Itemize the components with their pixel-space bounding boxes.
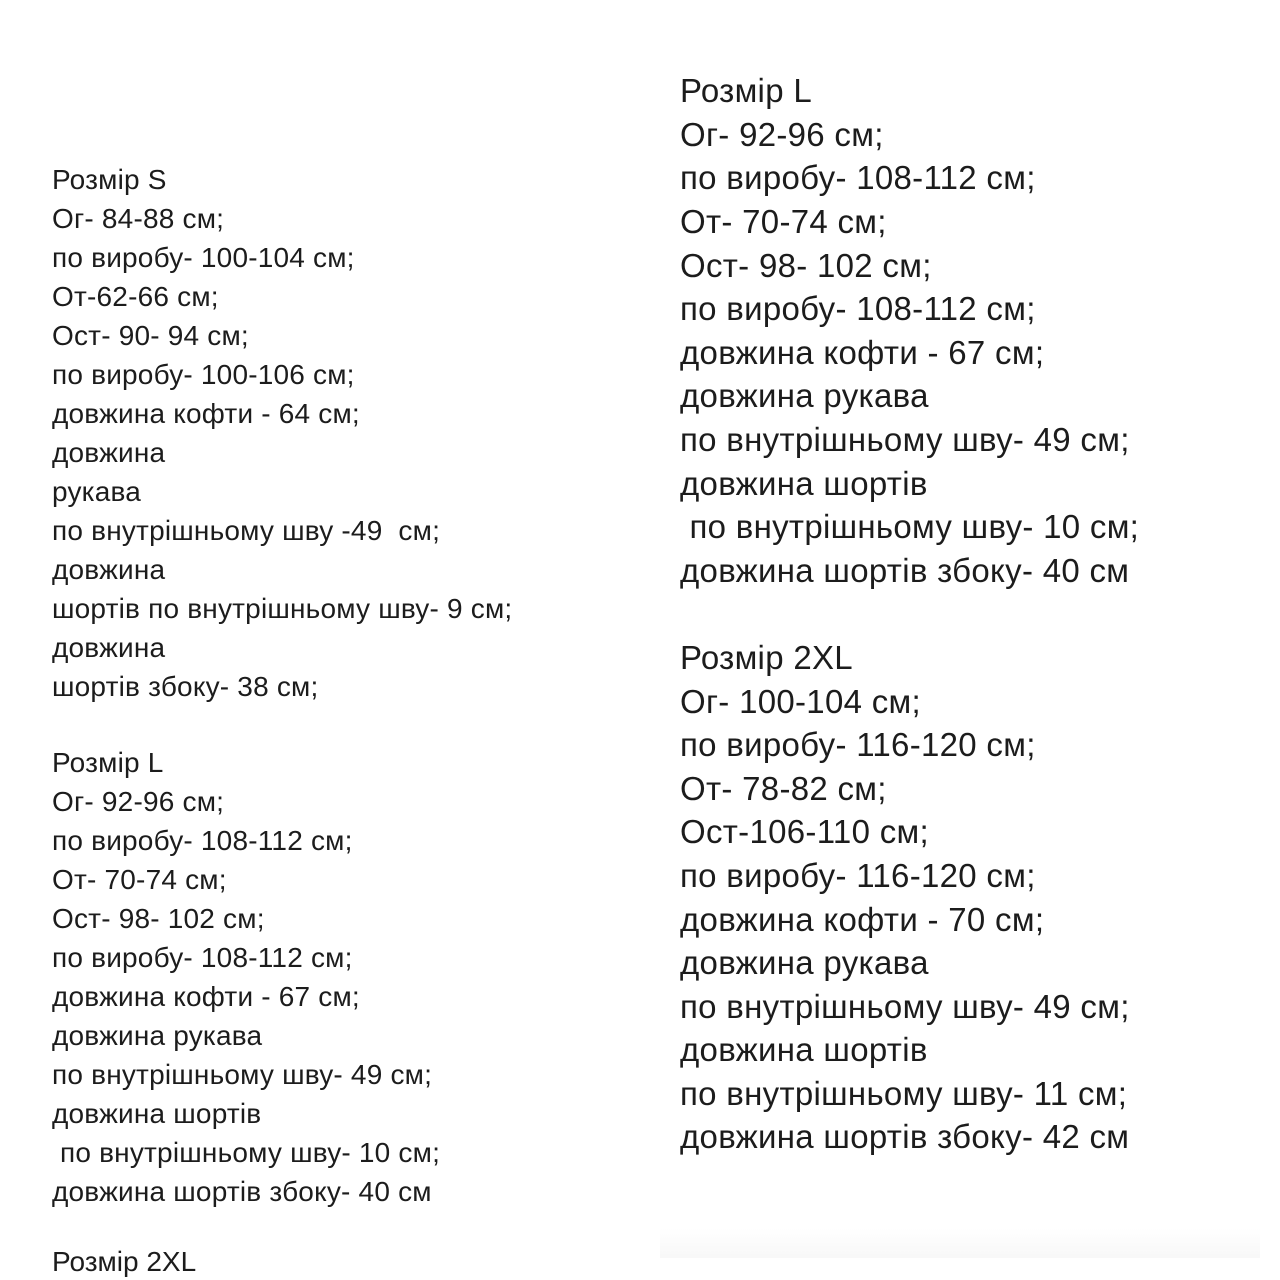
- size-line: Ост- 90- 94 см;: [52, 320, 249, 351]
- cut-off-title-text: Розмір 2XL: [52, 1246, 197, 1277]
- size-line: довжина шортів: [680, 1031, 928, 1068]
- size-line: Ост-106-110 см;: [680, 813, 929, 850]
- left-column: [52, 0, 513, 1207]
- size-line: по виробу- 108-112 см;: [52, 942, 353, 973]
- size-line: От- 78-82 см;: [680, 770, 887, 807]
- size-line: по внутрішньому шву -49 см;: [52, 515, 441, 546]
- size-line: довжина кофти - 64 см;: [52, 398, 360, 429]
- size-line: шортів збоку- 38 см;: [52, 671, 319, 702]
- section-title-l: Розмір L: [680, 72, 812, 109]
- size-line: по внутрішньому шву- 11 см;: [680, 1075, 1128, 1112]
- size-line: по внутрішньому шву- 49 см;: [680, 988, 1130, 1025]
- size-line: довжина шортів збоку- 40 см: [52, 1176, 432, 1207]
- size-line: по внутрішньому шву- 49 см;: [680, 421, 1130, 458]
- size-line: Ог- 100-104 см;: [680, 683, 921, 720]
- size-line: довжина рукава: [52, 1020, 263, 1051]
- size-line: Ост- 98- 102 см;: [52, 903, 265, 934]
- size-line: От-62-66 см;: [52, 281, 219, 312]
- section-title-2xl: Розмір 2XL: [680, 639, 853, 676]
- size-line: Ог- 92-96 см;: [52, 786, 225, 817]
- size-line: шортів по внутрішньому шву- 9 см;: [52, 593, 513, 624]
- size-line: довжина рукава: [680, 377, 929, 414]
- size-line: по внутрішньому шву- 10 см;: [680, 508, 1140, 545]
- size-line: довжина шортів збоку- 42 см: [680, 1118, 1130, 1155]
- size-line: по виробу- 108-112 см;: [52, 825, 353, 856]
- size-line: Ог- 92-96 см;: [680, 116, 884, 153]
- right-column: [680, 0, 1140, 1155]
- size-line: довжина: [52, 554, 166, 585]
- size-line: довжина: [52, 632, 166, 663]
- size-line: по виробу- 116-120 см;: [680, 726, 1036, 763]
- size-line: довжина шортів збоку- 40 см: [680, 552, 1130, 589]
- size-line: довжина рукава: [680, 944, 929, 981]
- bottom-fade-overlay: [660, 1228, 1260, 1258]
- size-line: довжина шортів: [52, 1098, 262, 1129]
- section-title-s: Розмір S: [52, 164, 167, 195]
- size-line: довжина кофти - 67 см;: [52, 981, 360, 1012]
- size-line: довжина кофти - 67 см;: [680, 334, 1045, 371]
- size-line: рукава: [52, 476, 142, 507]
- section-title-l: Розмір L: [52, 747, 164, 778]
- size-line: довжина: [52, 437, 166, 468]
- size-line: От- 70-74 см;: [52, 864, 227, 895]
- size-line: по внутрішньому шву- 10 см;: [52, 1137, 441, 1168]
- size-line: Ост- 98- 102 см;: [680, 247, 932, 284]
- size-line: по внутрішньому шву- 49 см;: [52, 1059, 433, 1090]
- size-line: довжина шортів: [680, 465, 928, 502]
- size-line: по виробу- 100-104 см;: [52, 242, 355, 273]
- size-line: От- 70-74 см;: [680, 203, 887, 240]
- size-line: довжина кофти - 70 см;: [680, 901, 1045, 938]
- cut-off-section-title: [52, 1246, 197, 1277]
- size-line: по виробу- 108-112 см;: [680, 290, 1036, 327]
- size-line: по виробу- 100-106 см;: [52, 359, 355, 390]
- size-line: Ог- 84-88 см;: [52, 203, 225, 234]
- size-line: по виробу- 116-120 см;: [680, 857, 1036, 894]
- size-line: по виробу- 108-112 см;: [680, 159, 1036, 196]
